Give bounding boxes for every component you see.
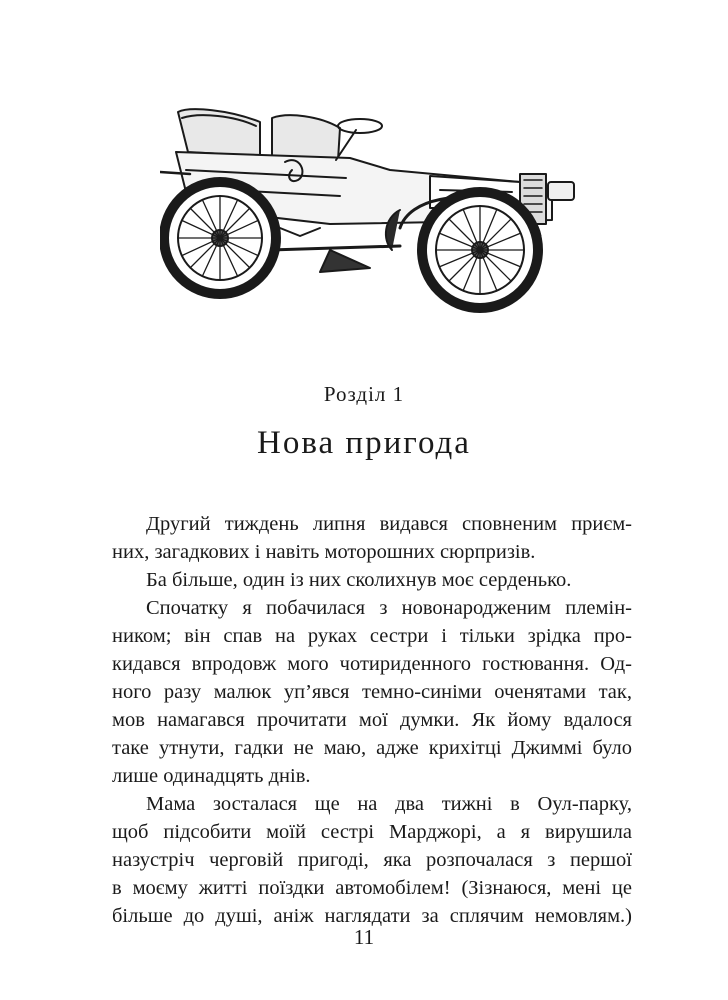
body-text (112, 510, 632, 930)
text-line: Спочатку я побачилася з новонародженим племін- (146, 597, 632, 619)
text-line: таке утнути, гадки не маю, адже крихітці Джиммі було (112, 737, 632, 759)
vintage-car-illustration (160, 100, 590, 315)
text-line: ного разу малюк уп’явся темно-синіми оченятами так, (112, 681, 632, 703)
text-line: мов намагався прочитати мої думки. Як йому вдалося (112, 709, 632, 731)
text-line: в моєму житті поїздки автомобілем! (Зізнаюся, мені це (112, 877, 632, 899)
text-line: лише одинадцять днів. (112, 765, 311, 787)
text-line: Мама зосталася ще на два тижні в Оул-парку, (146, 793, 632, 815)
text-line: назустріч черговій пригоді, яка розпочалася з першої (112, 849, 632, 871)
text-line: більше до душі, аніж наглядати за сплячим немовлям.) (112, 905, 632, 927)
text-line: Другий тиждень липня видався сповненим приєм- (146, 513, 632, 535)
chapter-label: Розділ 1 (323, 382, 405, 406)
page-number: 11 (353, 925, 375, 949)
text-line: них, загадкових і навіть моторошних сюрпризів. (112, 541, 536, 563)
text-line: щоб підсобити моїй сестрі Марджорі, а я вирушила (112, 821, 632, 843)
chapter-title: Нова пригода (257, 425, 471, 461)
text-line: Ба більше, один із них сколихнув моє серденько. (146, 569, 572, 591)
text-line: ником; він спав на руках сестри і тільки зрідка про- (112, 625, 632, 647)
text-line: кидався впродовж мого чотириденного гостювання. Од- (112, 653, 632, 675)
